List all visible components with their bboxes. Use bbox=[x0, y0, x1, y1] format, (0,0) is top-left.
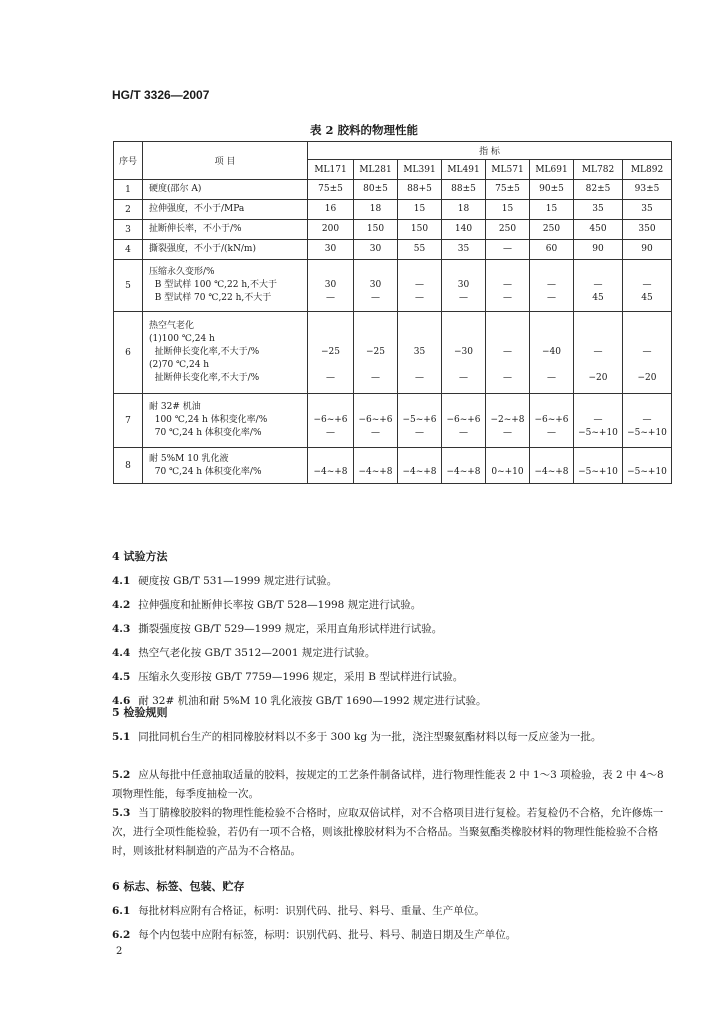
cell-value: 350 bbox=[638, 224, 656, 234]
clause-text: 拉伸强度和扯断伸长率按 GB/T 528—1998 规定进行试验。 bbox=[138, 599, 422, 611]
cell-value bbox=[310, 453, 351, 466]
value-cell bbox=[442, 200, 486, 220]
cell-value: 140 bbox=[454, 224, 473, 234]
cell-value: 45 bbox=[641, 293, 653, 303]
item-line: B 型试样 70 ℃,22 h,不大于 bbox=[149, 293, 272, 303]
cell-value: 150 bbox=[366, 224, 385, 234]
cell-value: — bbox=[503, 347, 512, 357]
cell-value: 250 bbox=[498, 224, 517, 234]
cell-value bbox=[356, 320, 395, 333]
cell-value bbox=[488, 453, 527, 466]
row-item bbox=[143, 180, 308, 200]
cell-value: −4~+8 bbox=[313, 466, 348, 477]
value-cell bbox=[530, 394, 574, 448]
row-number: 4 bbox=[114, 240, 143, 260]
cell-value: −40 bbox=[542, 347, 561, 357]
value-cell bbox=[486, 312, 530, 394]
table-row bbox=[114, 394, 672, 448]
value-cell bbox=[442, 394, 486, 448]
clause-4-6 bbox=[112, 692, 672, 711]
value-cell bbox=[398, 220, 442, 240]
cell-value: — bbox=[547, 293, 556, 303]
value-cell bbox=[574, 312, 623, 394]
cell-value: 16 bbox=[324, 204, 337, 214]
cell-value: −5~+10 bbox=[578, 428, 618, 438]
value-cell bbox=[354, 448, 398, 484]
cell-value: 18 bbox=[457, 204, 470, 214]
cell-value: 30 bbox=[369, 244, 382, 254]
value-cell bbox=[574, 220, 623, 240]
cell-value: 30 bbox=[457, 280, 470, 290]
cell-value: 15 bbox=[413, 204, 426, 214]
cell-value: — bbox=[503, 280, 512, 290]
cell-value: — bbox=[503, 244, 512, 254]
cell-value: 82±5 bbox=[585, 184, 611, 194]
clause-text: 每个内包装中应附有标签，标明：识别代码、批号、料号、制造日期及生产单位。 bbox=[138, 929, 517, 941]
cell-value bbox=[532, 333, 571, 346]
value-cell bbox=[398, 200, 442, 220]
cell-value: −25 bbox=[366, 347, 385, 357]
value-cell bbox=[442, 448, 486, 484]
section-6-title: 6 标志、标签、包装、贮存 bbox=[112, 880, 245, 893]
cell-value bbox=[625, 359, 669, 372]
cell-value bbox=[444, 333, 483, 346]
cell-value: −6~+6 bbox=[534, 415, 569, 425]
cell-value bbox=[310, 320, 351, 333]
table-row bbox=[114, 220, 672, 240]
value-cell bbox=[308, 220, 354, 240]
cell-value bbox=[444, 453, 483, 466]
cell-value: −30 bbox=[454, 347, 473, 357]
item-line: 扯断伸长变化率,不大于/% bbox=[149, 373, 260, 383]
clause-number: 6.2 bbox=[112, 929, 131, 941]
col-header-item: 项 目 bbox=[143, 142, 308, 180]
table-row bbox=[114, 180, 672, 200]
row-number: 5 bbox=[114, 260, 143, 312]
cell-value bbox=[356, 453, 395, 466]
value-cell bbox=[486, 240, 530, 260]
cell-value bbox=[356, 401, 395, 414]
cell-value bbox=[400, 453, 439, 466]
value-cell bbox=[574, 448, 623, 484]
item-line: (1)100 ℃,24 h bbox=[149, 334, 215, 344]
value-cell bbox=[574, 240, 623, 260]
cell-value: 150 bbox=[410, 224, 429, 234]
cell-value bbox=[532, 320, 571, 333]
cell-value: −5~+6 bbox=[402, 415, 437, 425]
cell-value bbox=[444, 401, 483, 414]
table-row bbox=[114, 240, 672, 260]
cell-value: −5~+10 bbox=[627, 428, 667, 438]
row-number: 6 bbox=[114, 312, 143, 394]
cell-value: 0~+10 bbox=[491, 466, 524, 477]
value-cell bbox=[308, 312, 354, 394]
cell-value: 30 bbox=[324, 244, 337, 254]
grade-header: ML171 bbox=[308, 160, 354, 180]
cell-value bbox=[576, 320, 620, 333]
cell-value: −25 bbox=[321, 347, 340, 357]
item-line: B 型试样 100 ℃,22 h,不大于 bbox=[149, 280, 277, 290]
value-cell bbox=[398, 394, 442, 448]
cell-value: 35 bbox=[413, 347, 426, 357]
value-cell bbox=[574, 200, 623, 220]
value-cell bbox=[623, 220, 672, 240]
clause-text: 每批材料应附有合格证，标明：识别代码、批号、料号、重量、生产单位。 bbox=[138, 905, 485, 917]
value-cell bbox=[486, 180, 530, 200]
value-cell bbox=[398, 260, 442, 312]
value-cell bbox=[354, 220, 398, 240]
cell-value: — bbox=[459, 373, 468, 383]
cell-value bbox=[625, 266, 669, 279]
cell-value: — bbox=[593, 280, 603, 290]
value-cell bbox=[442, 180, 486, 200]
grade-header: ML391 bbox=[398, 160, 442, 180]
clause-text: 硬度按 GB/T 531—1999 规定进行试验。 bbox=[138, 575, 338, 587]
clause-4-3 bbox=[112, 620, 672, 639]
col-header-no: 序号 bbox=[114, 142, 143, 180]
clause-text: 撕裂强度按 GB/T 529—1999 规定，采用直角形试样进行试验。 bbox=[138, 623, 443, 635]
item-line: 100 ℃,24 h 体积变化率/% bbox=[149, 415, 268, 425]
cell-value: — bbox=[415, 280, 424, 290]
row-number: 1 bbox=[114, 180, 143, 200]
cell-value: — bbox=[371, 373, 380, 383]
value-cell bbox=[623, 260, 672, 312]
table-row bbox=[114, 312, 672, 394]
cell-value: — bbox=[547, 428, 556, 438]
value-cell bbox=[398, 312, 442, 394]
cell-value: −4~+8 bbox=[402, 466, 437, 477]
cell-value: — bbox=[642, 280, 652, 290]
physical-properties-table bbox=[113, 141, 672, 484]
clause-number: 6.1 bbox=[112, 905, 131, 917]
cell-value: 18 bbox=[369, 204, 382, 214]
value-cell bbox=[354, 312, 398, 394]
cell-value: — bbox=[642, 347, 652, 357]
cell-value bbox=[625, 453, 669, 466]
cell-value: — bbox=[459, 428, 468, 438]
clause-text: 同批同机台生产的相同橡胶材料以不多于 300 kg 为一批，浇注型聚氨酯材料以每一反应釜为一批。 bbox=[138, 731, 602, 743]
value-cell bbox=[574, 180, 623, 200]
item-line: 70 ℃,24 h 体积变化率/% bbox=[149, 466, 262, 477]
cell-value bbox=[576, 359, 620, 372]
value-cell bbox=[530, 312, 574, 394]
item-line: 撕裂强度，不小于/(kN/m) bbox=[149, 244, 256, 254]
cell-value: 90±5 bbox=[539, 184, 564, 194]
cell-value bbox=[356, 266, 395, 279]
cell-value: 55 bbox=[413, 244, 426, 254]
item-line: 耐 32# 机油 bbox=[149, 402, 201, 412]
grade-header: ML892 bbox=[623, 160, 672, 180]
cell-value: — bbox=[547, 373, 556, 383]
cell-value bbox=[625, 333, 669, 346]
cell-value bbox=[488, 320, 527, 333]
value-cell bbox=[486, 448, 530, 484]
cell-value: — bbox=[547, 280, 556, 290]
standard-code: HG/T 3326—2007 bbox=[112, 88, 210, 102]
cell-value: −20 bbox=[588, 373, 608, 383]
value-cell bbox=[354, 240, 398, 260]
value-cell bbox=[530, 240, 574, 260]
clause-text: 当丁腈橡胶胶料的物理性能检验不合格时，应取双倍试样，对不合格项目进行复检。若复检仍不合格，允许修炼一次，进行全项性能检验，若仍有一项不合格，则该批橡胶材料为不合格品。当聚氨酯类橡胶材料的物理性能检验不合格时，则该批材料制造的产品为不合格品。 bbox=[112, 807, 664, 857]
cell-value bbox=[444, 266, 483, 279]
cell-value bbox=[532, 266, 571, 279]
value-cell bbox=[623, 240, 672, 260]
cell-value bbox=[310, 359, 351, 372]
cell-value: −5~+10 bbox=[578, 466, 618, 477]
cell-value: — bbox=[415, 293, 424, 303]
cell-value: 250 bbox=[542, 224, 561, 234]
clause-number: 5.1 bbox=[112, 731, 131, 743]
clause-text: 压缩永久变形按 GB/T 7759—1996 规定，采用 B 型试样进行试验。 bbox=[138, 671, 464, 683]
clause-number: 5.2 bbox=[112, 769, 131, 781]
row-item bbox=[143, 200, 308, 220]
cell-value: — bbox=[593, 415, 603, 425]
row-number: 2 bbox=[114, 200, 143, 220]
cell-value: — bbox=[503, 373, 512, 383]
page-number: 2 bbox=[116, 946, 123, 957]
cell-value: −6~+6 bbox=[358, 415, 393, 425]
clause-4-1 bbox=[112, 572, 672, 591]
cell-value bbox=[444, 359, 483, 372]
cell-value bbox=[444, 320, 483, 333]
clause-number: 5.3 bbox=[112, 807, 131, 819]
cell-value: — bbox=[415, 373, 424, 383]
cell-value: — bbox=[326, 373, 335, 383]
value-cell bbox=[574, 394, 623, 448]
value-cell bbox=[442, 240, 486, 260]
value-cell bbox=[308, 394, 354, 448]
cell-value: −4~+8 bbox=[358, 466, 393, 477]
cell-value: — bbox=[326, 428, 335, 438]
cell-value: 88±5 bbox=[451, 184, 476, 194]
value-cell bbox=[354, 260, 398, 312]
cell-value bbox=[310, 401, 351, 414]
row-item bbox=[143, 220, 308, 240]
clause-4-4 bbox=[112, 644, 672, 663]
item-line: 扯断伸长变化率,不大于/% bbox=[149, 347, 260, 357]
value-cell bbox=[623, 180, 672, 200]
value-cell bbox=[623, 200, 672, 220]
item-line: 拉伸强度，不小于/MPa bbox=[149, 204, 245, 214]
cell-value bbox=[576, 401, 620, 414]
cell-value bbox=[310, 333, 351, 346]
row-number: 8 bbox=[114, 448, 143, 484]
section-5-title: 5 检验规则 bbox=[112, 706, 168, 719]
clause-5-1 bbox=[112, 728, 672, 747]
cell-value bbox=[532, 453, 571, 466]
cell-value: — bbox=[642, 415, 652, 425]
cell-value: 75±5 bbox=[495, 184, 520, 194]
cell-value: — bbox=[503, 428, 512, 438]
clause-4-5 bbox=[112, 668, 672, 687]
table-row bbox=[114, 200, 672, 220]
item-line: (2)70 ℃,24 h bbox=[149, 360, 210, 370]
value-cell bbox=[623, 448, 672, 484]
row-item bbox=[143, 448, 308, 484]
item-line: 压缩永久变形/% bbox=[149, 267, 215, 277]
cell-value bbox=[488, 333, 527, 346]
item-line: 硬度(邵尔 A) bbox=[149, 184, 202, 194]
clause-6-2 bbox=[112, 926, 672, 945]
cell-value: 200 bbox=[321, 224, 340, 234]
cell-value bbox=[356, 359, 395, 372]
clause-text: 热空气老化按 GB/T 3512—2001 规定进行试验。 bbox=[138, 647, 376, 659]
value-cell bbox=[354, 200, 398, 220]
cell-value bbox=[400, 333, 439, 346]
clause-number: 4.4 bbox=[112, 647, 131, 659]
cell-value: — bbox=[459, 293, 468, 303]
row-item bbox=[143, 394, 308, 448]
cell-value: 88+5 bbox=[407, 184, 432, 194]
col-header-index: 指 标 bbox=[308, 142, 672, 160]
value-cell bbox=[574, 260, 623, 312]
clause-number: 4.6 bbox=[112, 695, 131, 707]
value-cell bbox=[623, 312, 672, 394]
cell-value bbox=[488, 266, 527, 279]
cell-value: 35 bbox=[641, 204, 653, 214]
cell-value: — bbox=[371, 293, 380, 303]
cell-value bbox=[400, 266, 439, 279]
clause-text: 耐 32# 机油和耐 5%M 10 乳化液按 GB/T 1690—1992 规定进行试验。 bbox=[138, 695, 487, 707]
cell-value bbox=[488, 401, 527, 414]
row-item bbox=[143, 240, 308, 260]
clause-text: 应从每批中任意抽取适量的胶料，按规定的工艺条件制备试样，进行物理性能表 2 中 1～3 项检验，表 2 中 4～8 项物理性能，每季度抽检一次。 bbox=[112, 769, 664, 800]
table-row bbox=[114, 260, 672, 312]
cell-value bbox=[576, 453, 620, 466]
cell-value: −4~+8 bbox=[446, 466, 481, 477]
cell-value bbox=[532, 359, 571, 372]
value-cell bbox=[308, 448, 354, 484]
table-caption: 表 2 胶料的物理性能 bbox=[309, 123, 418, 137]
table-row bbox=[114, 448, 672, 484]
clause-5-2 bbox=[112, 766, 672, 804]
cell-value: −2~+8 bbox=[490, 415, 525, 425]
cell-value bbox=[356, 333, 395, 346]
grade-header: ML281 bbox=[354, 160, 398, 180]
value-cell bbox=[530, 180, 574, 200]
value-cell bbox=[486, 260, 530, 312]
item-line: 扯断伸长率，不小于/% bbox=[149, 224, 242, 234]
row-item bbox=[143, 312, 308, 394]
clause-number: 4.1 bbox=[112, 575, 131, 587]
cell-value: 90 bbox=[592, 244, 604, 254]
row-number: 7 bbox=[114, 394, 143, 448]
cell-value: −6~+6 bbox=[446, 415, 481, 425]
value-cell bbox=[308, 200, 354, 220]
value-cell bbox=[308, 180, 354, 200]
cell-value: — bbox=[593, 347, 603, 357]
cell-value: 15 bbox=[545, 204, 558, 214]
value-cell bbox=[530, 220, 574, 240]
cell-value bbox=[400, 401, 439, 414]
clause-number: 4.2 bbox=[112, 599, 131, 611]
cell-value: −6~+6 bbox=[313, 415, 348, 425]
cell-value bbox=[400, 320, 439, 333]
cell-value: 15 bbox=[501, 204, 514, 214]
cell-value: 30 bbox=[369, 280, 382, 290]
cell-value bbox=[576, 333, 620, 346]
cell-value: −4~+8 bbox=[534, 466, 569, 477]
cell-value: 450 bbox=[589, 224, 607, 234]
cell-value: 30 bbox=[324, 280, 337, 290]
cell-value: −5~+10 bbox=[627, 466, 667, 477]
cell-value: 35 bbox=[457, 244, 470, 254]
cell-value bbox=[488, 359, 527, 372]
section-4-title: 4 试验方法 bbox=[112, 550, 168, 563]
cell-value: — bbox=[371, 428, 380, 438]
cell-value: 90 bbox=[641, 244, 653, 254]
grade-header: ML491 bbox=[442, 160, 486, 180]
item-line: 耐 5%M 10 乳化液 bbox=[149, 453, 229, 464]
clause-4-2 bbox=[112, 596, 672, 615]
row-number: 3 bbox=[114, 220, 143, 240]
cell-value: 80±5 bbox=[363, 184, 388, 194]
value-cell bbox=[442, 220, 486, 240]
value-cell bbox=[308, 240, 354, 260]
cell-value bbox=[400, 359, 439, 372]
value-cell bbox=[623, 394, 672, 448]
cell-value: −20 bbox=[637, 373, 657, 383]
cell-value: 35 bbox=[592, 204, 604, 214]
clause-5-3 bbox=[112, 804, 672, 861]
cell-value bbox=[310, 266, 351, 279]
value-cell bbox=[486, 200, 530, 220]
value-cell bbox=[486, 394, 530, 448]
cell-value: 60 bbox=[545, 244, 558, 254]
cell-value: — bbox=[503, 293, 512, 303]
cell-value bbox=[532, 401, 571, 414]
value-cell bbox=[442, 260, 486, 312]
value-cell bbox=[398, 240, 442, 260]
clause-6-1 bbox=[112, 902, 672, 921]
clause-number: 4.3 bbox=[112, 623, 131, 635]
cell-value bbox=[576, 266, 620, 279]
value-cell bbox=[354, 394, 398, 448]
cell-value: — bbox=[326, 293, 335, 303]
value-cell bbox=[308, 260, 354, 312]
value-cell bbox=[442, 312, 486, 394]
value-cell bbox=[530, 260, 574, 312]
item-line: 热空气老化 bbox=[149, 321, 195, 331]
value-cell bbox=[398, 180, 442, 200]
grade-header: ML691 bbox=[530, 160, 574, 180]
value-cell bbox=[530, 448, 574, 484]
value-cell bbox=[354, 180, 398, 200]
cell-value bbox=[625, 320, 669, 333]
item-line: 70 ℃,24 h 体积变化率/% bbox=[149, 428, 262, 438]
clause-number: 4.5 bbox=[112, 671, 131, 683]
cell-value: — bbox=[415, 428, 424, 438]
grade-header: ML782 bbox=[574, 160, 623, 180]
grade-header: ML571 bbox=[486, 160, 530, 180]
value-cell bbox=[530, 200, 574, 220]
cell-value: 75±5 bbox=[318, 184, 343, 194]
cell-value: 93±5 bbox=[634, 184, 660, 194]
cell-value bbox=[625, 401, 669, 414]
value-cell bbox=[398, 448, 442, 484]
row-item bbox=[143, 260, 308, 312]
value-cell bbox=[486, 220, 530, 240]
cell-value: 45 bbox=[592, 293, 604, 303]
